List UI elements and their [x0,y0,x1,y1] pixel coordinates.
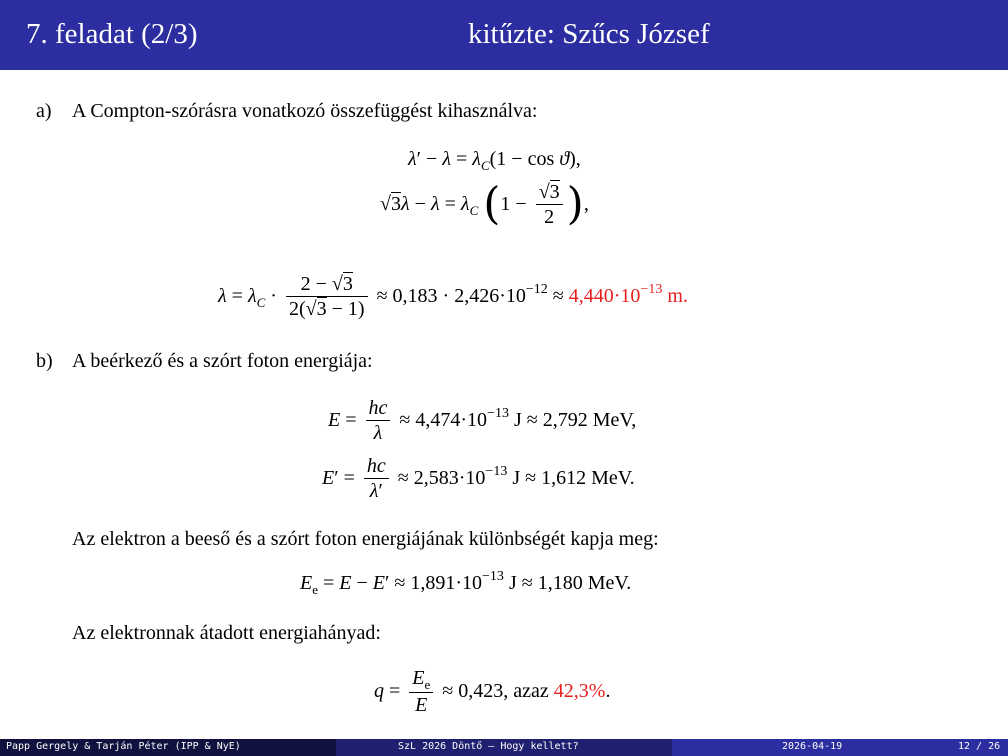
footer-authors-panel [0,739,336,756]
equation-lambda: $\lambda = \lambda_C$ · $\frac{2 - √3}{2(√3 - 1)}$ ≈ $0,183 \cdot 2,426\cdot 10^{-12} \approx 4,440\cdot 10^{-13}$ m. [218,273,688,320]
equation-q: q = $\frac{E_e}{E}$ ≈ 0,423, azaz 42,3%. [374,667,611,716]
equation-E-prime: E′ = $\frac{hc}{\lambda'}$ ≈ $2,583\cdot 10^{-13}$ J ≈ 1,612 MeV. [322,455,635,502]
footer-event: SzL 2026 Döntő – Hogy kellett? [398,741,579,752]
fraction-text: Az elektronnak átadott energiahányad: [72,622,381,644]
slide-author: kitűzte: Szűcs József [468,18,710,50]
lambda-approx: 0,183 · 2,426·10 [392,285,526,307]
q-percent: 42,3% [553,680,606,702]
equation-sqrt3: $√3\lambda - \lambda = \lambda_C$ (1 − $\frac{√3}{2}$ ), [380,178,589,230]
footer-page: 12 / 26 [958,741,1001,752]
equation-Ee: $E_e = E - E' \approx 1,891\cdot 10^{-13}$ J ≈ 1,180 MeV. [300,569,632,597]
part-b-text: A beérkező és a szórt foton energiája: [72,350,373,372]
footer-info-panel [672,739,1008,756]
electron-text: Az elektron a beeső és a szórt foton energiájának különbségét kapja meg: [72,528,659,550]
slide-footer [0,739,1008,756]
part-b-label: b) [36,350,53,372]
slide-header [0,0,1008,70]
equation-E: E = $\frac{hc}{\lambda}$ ≈ $4,474\cdot 10^{-13}$ J ≈ 2,792 MeV, [328,397,637,444]
slide-title: 7. feladat (2/3) [26,18,198,50]
footer-date: 2026-04-19 [782,741,843,752]
part-a-text: A Compton-szórásra vonatkozó összefüggést kihasználva: [72,100,538,122]
footer-authors: Papp Gergely & Tarján Péter (IPP & NyE) [6,741,241,752]
equation-compton: $\lambda' - \lambda = \lambda_C(1 - \cos ϑ)$, [408,148,581,173]
footer-event-panel [336,739,672,756]
part-a-label: a) [36,100,52,122]
lambda-result: $4,440\cdot 10^{-13}$ m. [568,282,688,307]
